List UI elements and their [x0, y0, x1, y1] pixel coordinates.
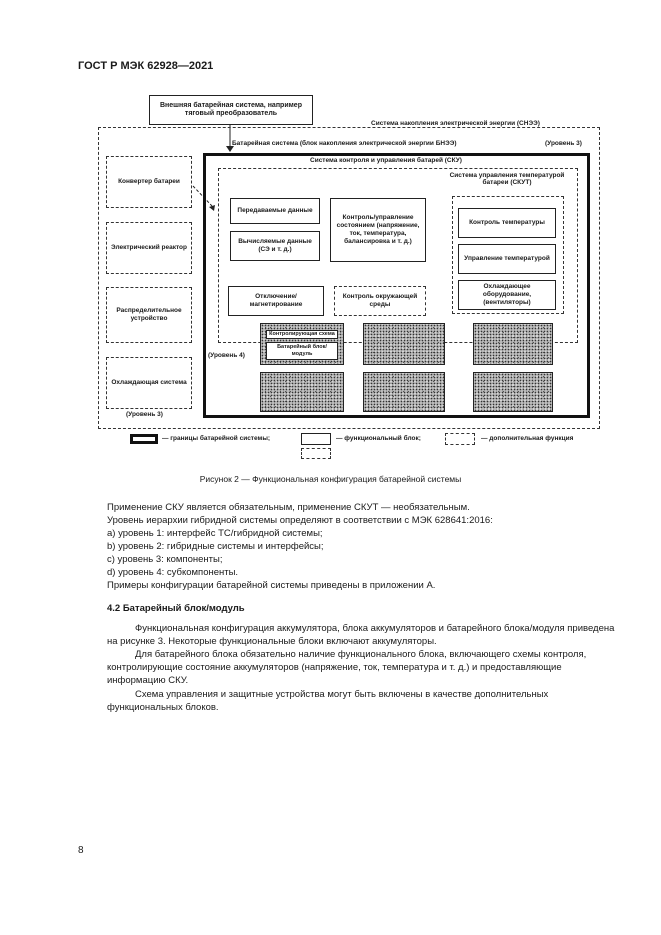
legend-boundary-swatch	[130, 434, 158, 444]
state-control-label: Контроль/управление состоянием (напряжение, ток, температура, балансировка и т. д.)	[336, 214, 420, 245]
cooling-system-label: Охлаждающая система	[111, 379, 187, 387]
battery-block-module-label: Батарейный блок/ модуль	[277, 344, 327, 357]
skut-label: Система управления температурой батареи (СКУТ)	[449, 172, 565, 186]
env-control-box	[334, 286, 426, 316]
figure-caption: Рисунок 2 — Функциональная конфигурация батарейной системы	[199, 474, 462, 484]
list-item-b: b) уровень 2: гибридные системы и интерфейсы;	[107, 541, 324, 552]
legend-optional-label: — дополнительная функция	[481, 435, 574, 442]
section-title: 4.2 Батарейный блок/модуль	[107, 603, 245, 614]
paragraph-5: Для батарейного блока обязательно наличие функционального блока, включающего схемы контроля, контролирующие состояние аккумуляторов (напряжение, ток, температура и т. д.) и предоставляющие информацию СКУ.	[107, 649, 587, 686]
env-control-label: Контроль окружающей среды	[342, 293, 418, 308]
switchgear-box	[106, 287, 192, 343]
battery-module-2	[363, 323, 445, 365]
paragraph-1: Применение СКУ является обязательным, применение СКУТ — необязательным.	[107, 502, 470, 513]
computed-data-label: Вычисляемые данные (СЭ и т. д.)	[238, 238, 312, 253]
temp-control-label: Контроль температуры	[469, 219, 545, 227]
level3-left-label: (Уровень 3)	[126, 411, 163, 418]
transmitted-data-label: Передаваемые данные	[237, 207, 313, 215]
battery-module-6	[473, 372, 553, 412]
shutdown-box	[228, 286, 324, 316]
state-control-box	[330, 198, 426, 262]
converter-label: Конвертер батареи	[118, 178, 180, 186]
cooling-equipment-label: Охлаждающее оборудование, (вентиляторы)	[482, 283, 532, 306]
legend-optional-swatch-2	[301, 448, 331, 459]
reactor-label: Электрический реактор	[111, 244, 187, 252]
legend-boundary-label: — границы батарейной системы;	[162, 435, 271, 442]
page-number: 8	[78, 845, 84, 856]
level4-label: (Уровень 4)	[208, 352, 245, 359]
paragraph-4: Функциональная конфигурация аккумулятора, блока аккумуляторов и батарейного блока/модуля приведена на рисунке 3. Некоторые функциональные блоки включают аккумуляторы.	[107, 623, 615, 647]
list-item-c: c) уровень 3: компоненты;	[107, 554, 223, 565]
legend-functional-swatch	[301, 433, 331, 445]
list-item-d: d) уровень 4: субкомпоненты.	[107, 567, 239, 578]
shutdown-label: Отключение/ магнетирование	[249, 293, 303, 308]
list-item-a: a) уровень 1: интерфейс ТС/гибридной системы;	[107, 528, 323, 539]
temp-management-label: Управление температурой	[464, 255, 550, 263]
cooling-equipment-box	[458, 280, 556, 310]
document-header: ГОСТ Р МЭК 62928—2021	[78, 60, 214, 72]
paragraph-2: Уровень иерархии гибридной системы определяют в соответствии с МЭК 628641:2016:	[107, 515, 493, 526]
reactor-box	[106, 222, 192, 274]
battery-block-module-box	[266, 342, 338, 360]
battery-module-5	[363, 372, 445, 412]
cell-control-scheme-box	[266, 330, 338, 339]
battery-module-3	[473, 323, 553, 365]
switchgear-label: Распределительное устройство	[116, 307, 182, 322]
paragraph-6: Схема управления и защитные устройства могут быть включены в качестве дополнительных функциональных блоков.	[107, 689, 549, 713]
computed-data-box	[230, 231, 320, 261]
sku-label: Система контроля и управления батарей (СКУ)	[310, 157, 462, 164]
paragraph-3: Примеры конфигурации батарейной системы приведены в приложении А.	[107, 580, 436, 591]
snee-label: Система накопления электрической энергии (СНЭЭ)	[371, 120, 540, 127]
legend-functional-label: — функциональный блок;	[336, 435, 421, 442]
battery-module-4	[260, 372, 344, 412]
converter-box	[106, 156, 192, 208]
legend-optional-swatch	[445, 433, 475, 445]
temp-control-box	[458, 208, 556, 238]
external-battery-system-label: Внешняя батарейная система, например тяговый преобразователь	[160, 101, 302, 117]
level3-top-label: (Уровень 3)	[545, 140, 582, 147]
temp-management-box	[458, 244, 556, 274]
cooling-system-box	[106, 357, 192, 409]
cell-control-scheme-label: Контролирующая схема	[269, 331, 335, 338]
transmitted-data-box	[230, 198, 320, 224]
battery-system-label: Батарейная система (блок накопления электрической энергии БНЭЭ)	[232, 140, 457, 147]
